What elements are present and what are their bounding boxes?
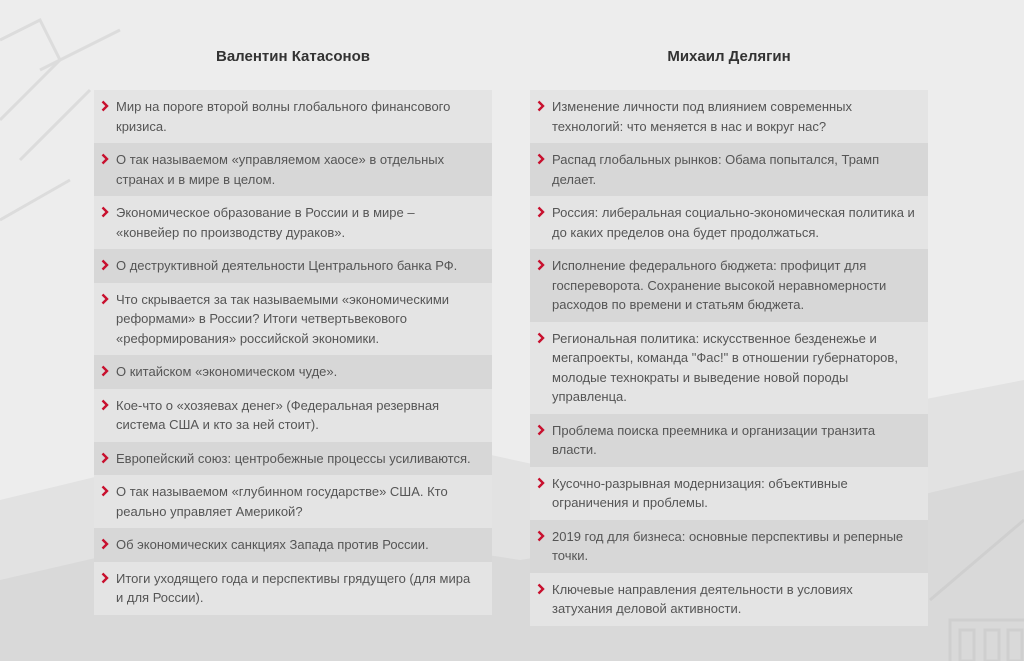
list-item: [94, 143, 492, 196]
chevron-right-icon: [537, 153, 545, 165]
chevron-right-icon: [101, 206, 109, 218]
chevron-right-icon: [537, 100, 545, 112]
list-item: [530, 90, 928, 143]
list-item: [530, 249, 928, 322]
chevron-right-icon: [101, 100, 109, 112]
list-item-text: О так называемом «глубинном государстве» США. Кто реально управляет Америкой?: [116, 484, 448, 519]
chevron-right-icon: [537, 583, 545, 595]
chevron-right-icon: [101, 452, 109, 464]
list-item: [94, 562, 492, 615]
list-item: [530, 573, 928, 626]
chevron-right-icon: [537, 332, 545, 344]
list-item: [94, 389, 492, 442]
chevron-right-icon: [537, 206, 545, 218]
list-item-text: Исполнение федерального бюджета: профицит для госпереворота. Сохранение высокой неравномерности расходов по времени и статьям бюджета.: [552, 258, 887, 312]
list-item-text: Итоги уходящего года и перспективы грядущего (для мира и для России).: [116, 570, 471, 605]
chevron-right-icon: [101, 572, 109, 584]
chevron-right-icon: [537, 530, 545, 542]
list-item-text: Европейский союз: центробежные процессы усиливаются.: [116, 450, 471, 466]
list-item-text: О китайском «экономическом чуде».: [116, 364, 338, 379]
list-item-text: Региональная политика: искусственное безденежье и мегапроекты, команда "Фас!" в отношении губернаторов, молодые технократы и выведение новой породы управленца.: [552, 330, 898, 404]
list-item-text: Экономическое образование в России и в мире – «конвейер по производству дураков».: [116, 205, 415, 240]
list-item: [530, 143, 928, 196]
chevron-right-icon: [101, 485, 109, 497]
list-item: [94, 355, 492, 389]
list-item: [94, 90, 492, 143]
list-item-text: О деструктивной деятельности Центрального банка РФ.: [116, 258, 458, 273]
topics-list: [94, 90, 492, 615]
list-item-text: Россия: либеральная социально-экономическая политика и до каких пределов она будет продолжаться.: [552, 205, 915, 240]
list-item-text: Что скрывается за так называемыми «экономическими реформами» в России? Итоги четвертьвекового «реформирования» российской экономики.: [116, 291, 450, 346]
list-item: [94, 283, 492, 356]
chevron-right-icon: [537, 477, 545, 489]
list-item: [530, 414, 928, 467]
chevron-right-icon: [101, 365, 109, 377]
list-item-text: Мир на пороге второй волны глобального финансового кризиса.: [116, 99, 451, 134]
chevron-right-icon: [101, 293, 109, 305]
chevron-right-icon: [101, 259, 109, 271]
list-item-text: 2019 год для бизнеса: основные перспективы и реперные точки.: [552, 528, 904, 563]
list-item-text: О так называемом «управляемом хаосе» в отдельных странах и в мире в целом.: [116, 152, 445, 187]
chevron-right-icon: [101, 538, 109, 550]
list-item-text: Проблема поиска преемника и организации транзита власти.: [552, 422, 876, 457]
list-item-text: Ключевые направления деятельности в условиях затухания деловой активности.: [552, 581, 853, 616]
topics-list: [530, 90, 928, 626]
chevron-right-icon: [537, 424, 545, 436]
list-item-text: Кусочно-разрывная модернизация: объективные ограничения и проблемы.: [552, 475, 848, 510]
list-item-text: Об экономических санкциях Запада против России.: [116, 537, 429, 552]
list-item: [94, 249, 492, 283]
list-item: [94, 528, 492, 562]
list-item: [530, 196, 928, 249]
chevron-right-icon: [101, 399, 109, 411]
list-item-text: Изменение личности под влиянием современных технологий: что меняется в нас и вокруг нас?: [552, 99, 853, 134]
column-title: Михаил Делягин: [667, 48, 791, 65]
list-item: [94, 475, 492, 528]
list-item-text: Распад глобальных рынков: Обама попытался, Трамп делает.: [552, 152, 880, 187]
list-item-text: Кое-что о «хозяевах денег» (Федеральная резервная система США и кто за ней стоит).: [116, 397, 440, 432]
list-item: [94, 196, 492, 249]
list-item: [530, 322, 928, 414]
list-item: [530, 520, 928, 573]
list-item: [530, 467, 928, 520]
chevron-right-icon: [101, 153, 109, 165]
column-title: Валентин Катасонов: [215, 48, 371, 65]
list-item: [94, 442, 492, 476]
chevron-right-icon: [537, 259, 545, 271]
